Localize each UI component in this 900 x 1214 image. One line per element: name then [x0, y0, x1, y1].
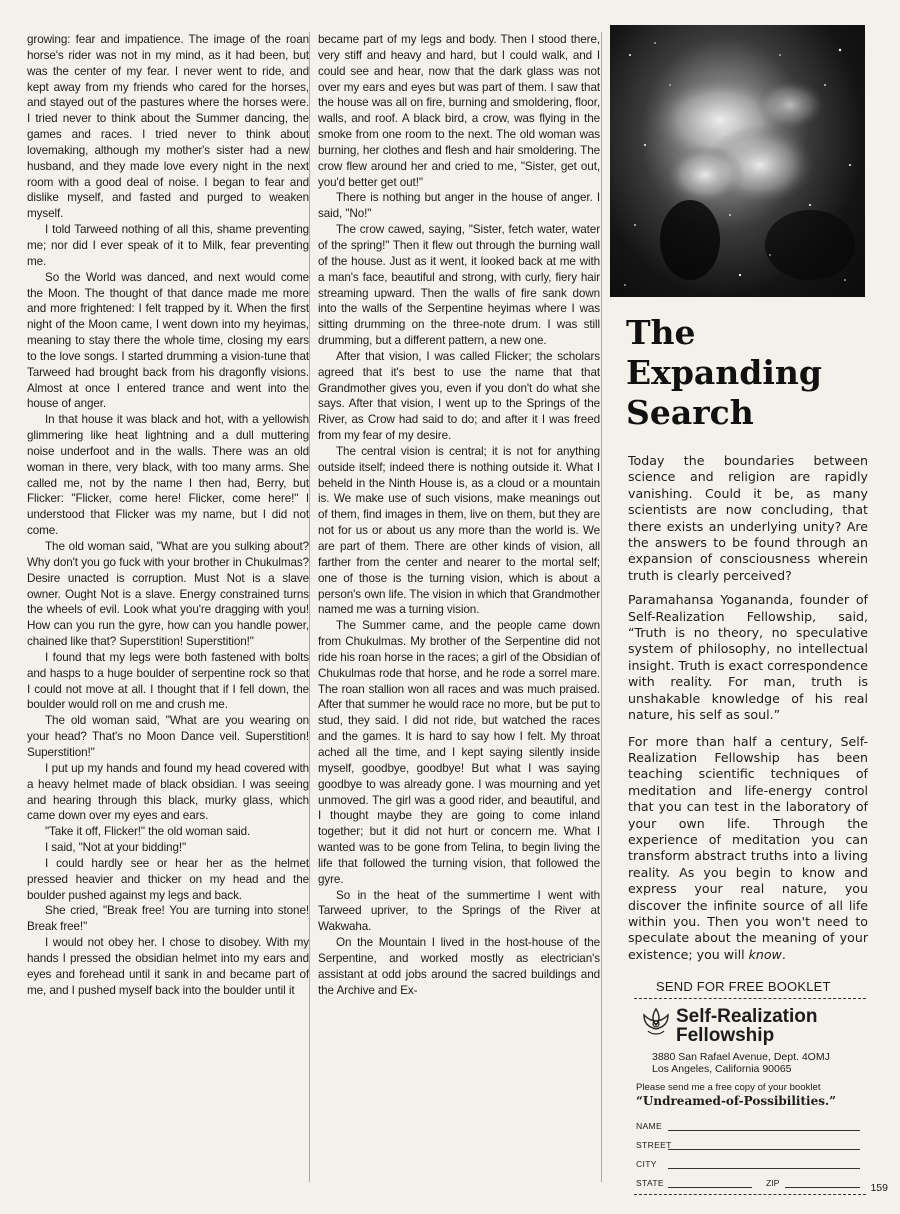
- name-input-line[interactable]: [668, 1120, 860, 1131]
- street-field[interactable]: [636, 1131, 866, 1150]
- article-paragraph: In that house it was black and hot, with a yellowish glimmering like heat lightning and a dull muttering noise underfoot and in the walls. There was an old woman in there, very black, with too many arms. She called me, not by the name I then had, Berry, but Flicker: "Flicker, come here! Flicker, come here!" I understood that Flicker was my name, but I did not come.: [27, 413, 309, 538]
- coupon-instruction: Please send me a free copy of your booklet: [636, 1082, 821, 1094]
- field-label: NAME: [636, 1121, 663, 1132]
- ad-paragraph: Paramahansa Yogananda, founder of Self-Realization Fellowship, said, “Truth is no theory, no speculative system of philosophy, no intellectual insight. Truth is exact correspondence with reality. For man, truth is unshakable knowledge of his real nature, his self as soul.”: [628, 592, 868, 723]
- article-paragraph: After that vision, I was called Flicker; the scholars agreed that it's best to use the name that that Grandmother gives you, even if you don't do what she says. After that vision, I went up to the Springs of the River, as Crow had said to do; and after it I was freed from my fear of my desire.: [318, 349, 600, 443]
- article-paragraph: I told Tarweed nothing of all this, shame preventing me; nor did I ever speak of it to Milk, fear preventing me.: [27, 223, 309, 268]
- article-paragraph: There is nothing but anger in the house of anger. I said, "No!": [318, 191, 600, 221]
- ad-headline-line: The: [626, 313, 696, 352]
- ad-paragraph-text: For more than half a century, Self-Realization Fellowship has been teaching scientific techniques of meditation and life-energy control that you can test in the laboratory of your own life. Through the experience of meditation you can transform abstract truths into a living reality. As you begin to know and express your real nature, you discover the infinite source of all life within you. Then you won't need to speculate about the meaning of your existence; you will: [628, 733, 868, 962]
- article-paragraph: I could hardly see or hear her as the helmet pressed heavier and thicker on my head and the boulder pushed against my legs and back.: [27, 856, 309, 902]
- article-paragraph: The crow cawed, saying, "Sister, fetch water, water of the spring!" Then it flew out through the burning wall of the house. Just as it went, it looked back at me with a man's face, beautiful and strong, with curly, fiery hair streaming upward. Then the walls of fire sank down into the walls of the Serpentine heyimas where I was sitting drumming on the three-note drum. I was still drumming, but a different pattern, a new one.: [318, 223, 600, 348]
- address-line: Los Angeles, California 90065: [652, 1063, 792, 1076]
- article-paragraph: I put up my hands and found my head covered with a heavy helmet made of black obsidian. I was seeing and hearing through this black, murky glass, which came down over my eyes and ears.: [27, 761, 309, 823]
- article-paragraph: growing: fear and impatience. The image of the roan horse's rider was not in my mind, as it had been, but was the center of my fear. I never went to ride, and kept away from my friends who cared for the horses, and stayed out of the pastures where the horses were. I tried never to think about the Summer dancing, the games and races. I tried never to think about lovemaking, although my mother's sister had a new husband, and they made love every night in the next room with a good deal of noise. I began to fear and dislike myself, and fasted and purged to weaken myself.: [27, 33, 309, 221]
- state-input-line[interactable]: [668, 1177, 752, 1188]
- order-coupon: [634, 998, 866, 1195]
- booklet-title: “Undreamed-of-Possibilities.”: [636, 1094, 837, 1109]
- ad-headline: [626, 313, 865, 433]
- address-line: 3880 San Rafael Avenue, Dept. 4OMJ: [652, 1051, 830, 1064]
- article-column-2: [318, 32, 600, 998]
- srf-logo-block: [634, 1005, 866, 1045]
- ad-emphasis: know: [748, 946, 782, 962]
- org-address: [652, 1051, 866, 1075]
- field-label: ZIP: [766, 1178, 780, 1189]
- article-paragraph: "Take it off, Flicker!" the old woman said.: [45, 825, 251, 839]
- lotus-icon: [638, 1005, 674, 1039]
- article-paragraph: The old woman said, "What are you wearing on your head? That's no Moon Dance veil. Superstition! Superstition!": [27, 714, 309, 759]
- zip-input-line[interactable]: [785, 1177, 860, 1188]
- city-field[interactable]: [636, 1150, 866, 1169]
- field-label: STATE: [636, 1178, 664, 1189]
- article-column-1: [27, 32, 309, 998]
- ad-paragraph-text: .: [781, 946, 786, 962]
- article-paragraph: I would not obey her. I chose to disobey. With my hands I pressed the obsidian helmet into my ears and eyes and forehead until it sank in and became part of me, and I pushed myself back into the boulder until it: [27, 936, 309, 997]
- ad-paragraph: Today the boundaries between science and religion are rapidly vanishing. Could it be, as many scientists are now concluding, that there exists an underlying unity? Are the answers to be found through an expansion of consciousness wherein truth is clearly perceived?: [628, 453, 868, 583]
- column-divider: [601, 32, 602, 1182]
- field-label: CITY: [636, 1159, 657, 1170]
- article-paragraph: So in the heat of the summertime I went with Tarweed upriver, to the Springs of the River at Wakwaha.: [318, 888, 600, 934]
- city-input-line[interactable]: [668, 1158, 860, 1169]
- article-paragraph: On the Mountain I lived in the host-house of the Serpentine, and worked mostly as electrician's assistant at odd jobs around the sacred buildings and the Archive and Ex-: [318, 936, 600, 997]
- ad-headline-line: Expanding: [626, 353, 822, 392]
- column-divider: [309, 32, 310, 1182]
- org-name-line: Self-Realization: [676, 1006, 818, 1028]
- nebula-photo: [610, 25, 865, 297]
- street-input-line[interactable]: [668, 1139, 860, 1150]
- article-paragraph: The central vision is central; it is not for anything outside itself; indeed there is nothing outside it. What I beheld in the Ninth House is, as a cloud or a mountain is. We make use of such visions, make meanings out of them, find images in them, live on them, but they are not for us or about us any more than the world is. We are part of them. There are other kinds of vision, all farther from the center and nearer to the mortal self; one of those is the turning vision, which is about a person's own life. The vision in which that Grandmother named me was a turning vision.: [318, 444, 600, 617]
- name-field[interactable]: [636, 1112, 866, 1131]
- page-number: 159: [870, 1182, 888, 1194]
- article-paragraph: She cried, "Break free! You are turning into stone! Break free!": [27, 904, 309, 934]
- state-zip-field[interactable]: [636, 1169, 866, 1188]
- ad-headline-line: Search: [626, 393, 754, 432]
- article-paragraph: became part of my legs and body. Then I stood there, very stiff and heavy and hard, but I could walk, and I could see and hear, now that the dark glass was not over my ears and eyes but was part of them. I saw that the house was all on fire, burning and smoldering, floor, walls, and roof. A black bird, a crow, was flying in the smoke from one room to the next. The old woman was burning, her clothes and flesh and hair smoldering. The crow flew around her and cried to me, "Sister, get out, you'd better get out!": [318, 33, 600, 189]
- org-name-line: Fellowship: [676, 1025, 775, 1047]
- article-paragraph: I said, "Not at your bidding!": [45, 841, 187, 855]
- field-label: STREET: [636, 1140, 672, 1151]
- org-name: [676, 1007, 817, 1045]
- send-booklet-heading: SEND FOR FREE BOOKLET: [656, 979, 831, 995]
- article-paragraph: The Summer came, and the people came down from Chukulmas. My brother of the Serpentine did not ride his roan horse in the races; a girl of the Obsidian of Chukulmas rode that horse, and he rode a sorrel mare. The roan stallion won all races and was much praised. After that summer he would race no more, but be put to stud, they said. I did not ride, but watched the races and the games. It is hard to say how I felt. My throat ached all the time, and I kept saying silently inside myself, goodbye, goodbye! But what I was saying goodbye to was already gone. I was mourning and yet unmoved. The girl was a good rider, and beautiful, and I thought maybe they are going to come inland together; but it did not hurt or concern me. What I wanted was to be gone from Telina, to begin living the life that followed the turning vision, that followed the gyre.: [318, 619, 600, 886]
- article-paragraph: The old woman said, "What are you sulking about? Why don't you go fuck with your brother in Chukulmas? Desire unacted is corruption. Must Not is a slave owner. Ought Not is a slave. Energy constrained turns the wheels of evil. Look what you're dragging with you! How can you run the gyre, how can you handle power, chained like that? Superstition! Superstition!": [27, 540, 309, 649]
- article-paragraph: So the World was danced, and next would come the Moon. The thought of that dance made me more and more frightened: I felt trapped by it. When the first night of the Moon came, I went down into my heyimas, meaning to stay there the whole time, closing my ears to the love songs. I started drumming a vision-tune that Tarweed had brought back from his dragonfly visions. Almost at once I entered trance and went into the house of anger.: [27, 270, 309, 411]
- srf-advertisement: [610, 25, 868, 1189]
- ad-paragraph: [628, 734, 868, 964]
- article-paragraph: I found that my legs were both fastened with bolts and hasps to a huge boulder of serpentine rock so that I could not move at all. I thought that if I fell down, the boulder would roll on me and crush me.: [27, 650, 309, 712]
